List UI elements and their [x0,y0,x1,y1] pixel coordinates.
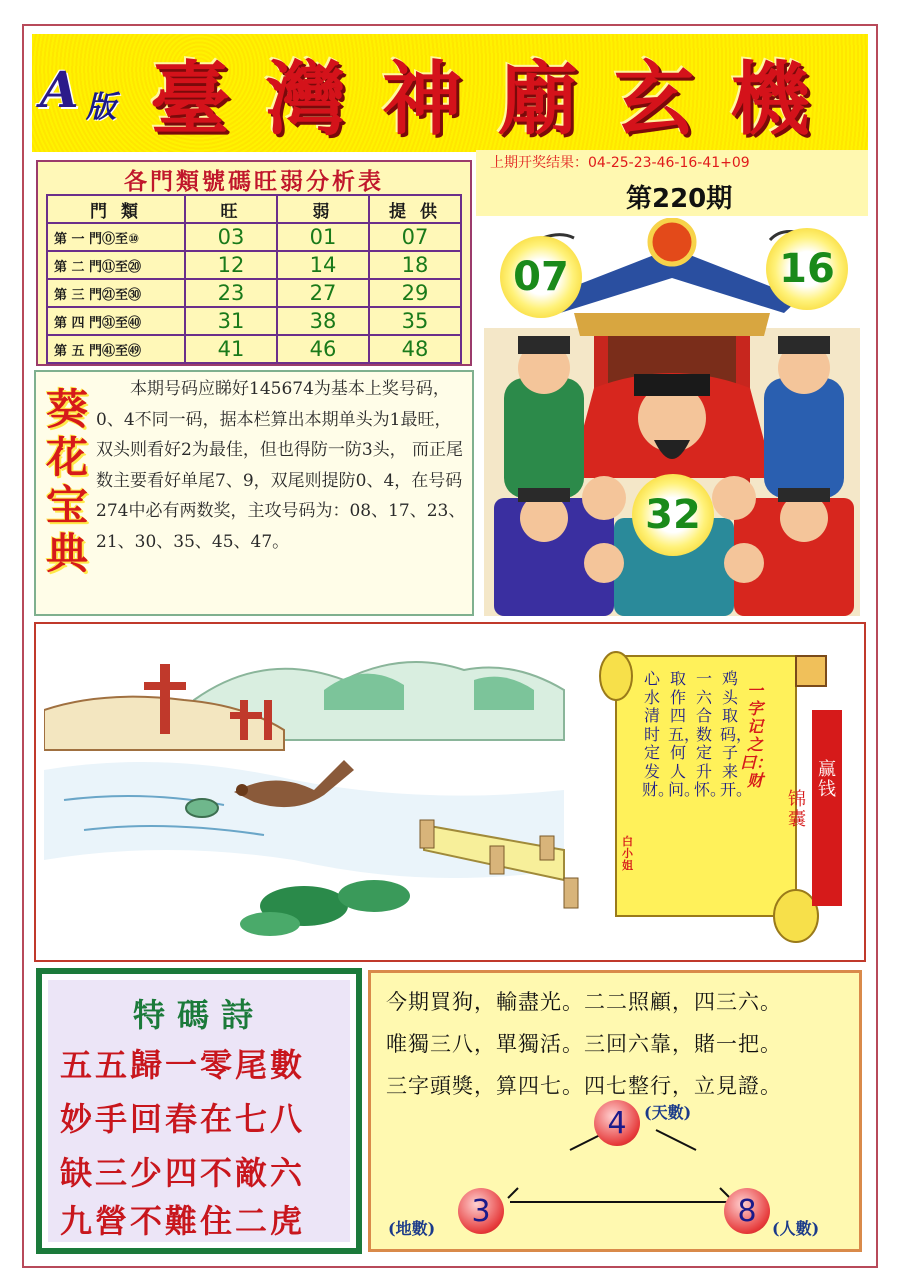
title-char: 神 [382,51,462,146]
last-result [490,152,750,172]
scroll-column: 取作四五，何人问。 [668,669,701,799]
scroll-column: 一六合数定升怀。 [694,669,727,799]
issue-number: 第220期 [626,184,733,214]
scroll-title: 一字记之曰：财 [740,681,773,790]
table-row [47,307,461,335]
scroll-column: 鸡头取码，子来开。 [720,669,753,799]
strong-cell: 12 [185,251,277,279]
strong-cell: 41 [185,335,277,363]
title-char: 灣 [266,51,346,146]
sunflower-title-char: 花 [45,433,88,482]
edition-badge [40,60,126,124]
poem-line: 妙手回春在七八 [60,1100,306,1138]
poem-line: 五五歸一零尾數 [60,1046,306,1084]
title-char: 機 [730,51,810,146]
sunflower-title-char: 葵 [45,385,88,434]
bag-label-2: 锦囊 [788,789,806,830]
last-result-label: 上期开奖结果： [490,155,588,171]
weak-cell: 38 [277,307,369,335]
weak-cell: 14 [277,251,369,279]
offer-cell: 29 [369,279,461,307]
door-cell: 第 三 門㉑至㉚ [47,279,185,307]
weak-cell: 27 [277,279,369,307]
table-row [47,251,461,279]
strong-cell: 23 [185,279,277,307]
human-number: 8 [724,1188,770,1234]
weak-cell: 01 [277,223,369,251]
column-header: 弱 [277,195,369,223]
door-cell: 第 二 門⑪至⑳ [47,251,185,279]
scroll-column: 心水清时定发财。 [642,669,675,799]
verse-line: 唯獨三八，單獨活。三回六靠，賭一把。 [386,1032,782,1056]
column-header: 門 類 [47,195,185,223]
sunflower-title-char: 典 [45,529,88,578]
strong-cell: 31 [185,307,277,335]
last-result-numbers: 04-25-23-46-16-41+09 [588,155,750,171]
analysis-table [46,194,462,364]
strong-cell: 03 [185,223,277,251]
scroll-signature: 白小姐 [622,835,633,872]
column-header: 旺 [185,195,277,223]
human-label: (人數) [772,1219,820,1238]
door-cell: 第 五 門㊶至㊾ [47,335,185,363]
sunflower-title [40,386,94,578]
weak-cell: 46 [277,335,369,363]
analysis-title: 各門類號碼旺弱分析表 [124,169,384,195]
number-ball: 07 [500,236,582,318]
offer-cell: 35 [369,307,461,335]
edition-letter: A [40,60,79,119]
poem-line: 九營不難住二虎 [60,1202,306,1240]
sunflower-title-char: 宝 [45,481,88,530]
page-title [150,40,810,144]
verse-line: 三字頭獎，算四七。四七整行，立見證。 [386,1074,782,1098]
table-row [47,279,461,307]
number-ball: 32 [632,474,714,556]
number-ball: 16 [766,228,848,310]
table-header-row [47,195,461,223]
earth-label: (地數) [388,1219,436,1238]
earth-number: 3 [458,1188,504,1234]
table-row [47,223,461,251]
edition-word: 版 [86,90,116,125]
bag-label: 赢钱 [818,759,836,800]
title-char: 玄 [614,51,694,146]
door-cell: 第 一 門⓪至⑩ [47,223,185,251]
door-cell: 第 四 門㉛至㊵ [47,307,185,335]
title-char: 廟 [498,51,578,146]
title-char: 臺 [150,51,230,146]
heaven-number: 4 [594,1100,640,1146]
bag-panel [812,710,842,906]
offer-cell: 07 [369,223,461,251]
verse-line: 今期買狗，輸盡光。二二照顧，四三六。 [386,990,782,1014]
poem-title: 特碼詩 [132,996,265,1034]
offer-cell: 48 [369,335,461,363]
landscape-illustration [44,630,590,946]
scroll-verse [636,669,753,870]
sunflower-text: 本期号码应睇好145674为基本上奖号码，0、4不同一码，据本栏算出本期单头为1最旺，双头则看好2为最佳，但也得防一防3头， 而正尾数主要看好单尾7、9，双尾则提防0、4，在号码274中必有两数奖，主攻号码为：08、17、23、21、30、35、45、47。 [96,379,466,552]
heaven-label: (天數) [644,1103,692,1122]
table-row [47,335,461,363]
offer-cell: 18 [369,251,461,279]
column-header: 提 供 [369,195,461,223]
poem-line: 缺三少四不敵六 [60,1154,306,1192]
